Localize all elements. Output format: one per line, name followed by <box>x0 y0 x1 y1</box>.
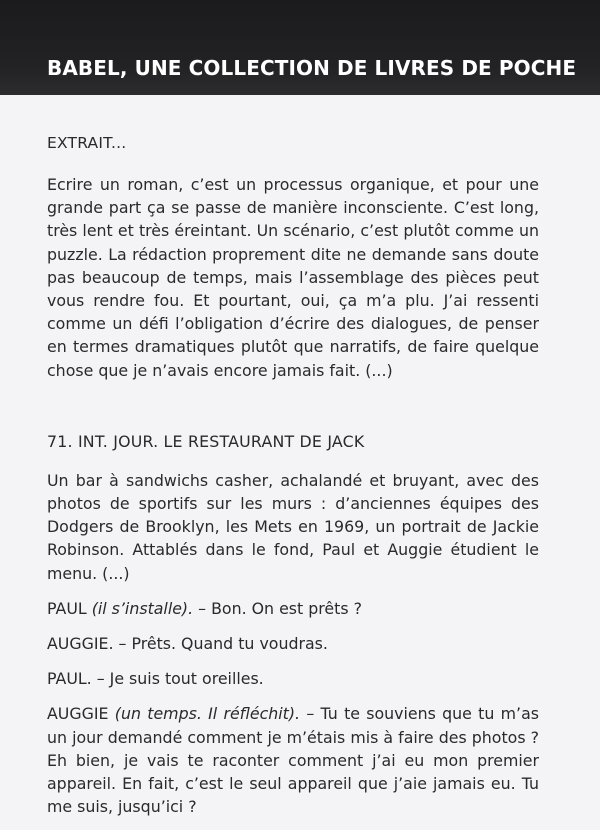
dialogue-text: – Tu te souviens que tu m’as un jour demandé comment je m’étais mis à faire des photos ? Eh bien, je vais te raconter comment j’ai eu mon premier appareil. En fait, c’est le seul appareil que j’aie jamais eu. Tu me suis, jusqu’ici ? <box>47 704 539 817</box>
speaker-name: PAUL <box>47 598 87 618</box>
collection-title: BABEL, UNE COLLECTION DE LIVRES DE POCHE <box>47 56 577 80</box>
excerpt-label: EXTRAIT... <box>47 134 127 152</box>
header-banner <box>0 0 600 95</box>
stage-direction: (un temps. Il réfléchit). <box>114 704 301 724</box>
speaker-name: AUGGIE. <box>47 634 114 654</box>
dialogue-line <box>47 632 539 655</box>
scene-description: Un bar à sandwichs casher, achalandé et bruyant, avec des photos de sportifs sur les murs : d’anciennes équipes des Dodgers de Brooklyn, les Mets en 1969, un portrait de Jackie Robinson. Attablés dans le fond, Paul et Auggie étudient le menu. (...) <box>47 470 539 583</box>
speaker-name: AUGGIE <box>47 704 109 724</box>
dialogue-line <box>47 597 539 620</box>
dialogue-line <box>47 667 539 690</box>
dialogue-text: – Prêts. Quand tu voudras. <box>113 634 328 654</box>
scene-heading: 71. INT. JOUR. LE RESTAURANT DE JACK <box>47 431 365 451</box>
intro-paragraph: Ecrire un roman, c’est un processus organique, et pour une grande part ça se passe de manière inconsciente. C’est long, très lent et très éreintant. Un scénario, c’est plutôt comme un puzzle. La rédaction proprement dite ne demande sans doute pas beaucoup de temps, mais l’assemblage des pièces peut vous rendre fou. Et pourtant, oui, ça m’a plu. J’ai ressenti comme un défi l’obligation d’écrire des dialogues, de penser en termes dramatiques plutôt que narratifs, de faire quelque chose que je n’avais encore jamais fait. (...) <box>47 175 539 380</box>
page-content <box>47 132 539 818</box>
dialogue-text: – Je suis tout oreilles. <box>91 669 264 689</box>
stage-direction: (il s’installe). <box>91 598 194 618</box>
speaker-name: PAUL. <box>47 669 92 689</box>
dialogue-line <box>47 702 539 818</box>
dialogue-text: – Bon. On est prêts ? <box>193 598 362 618</box>
